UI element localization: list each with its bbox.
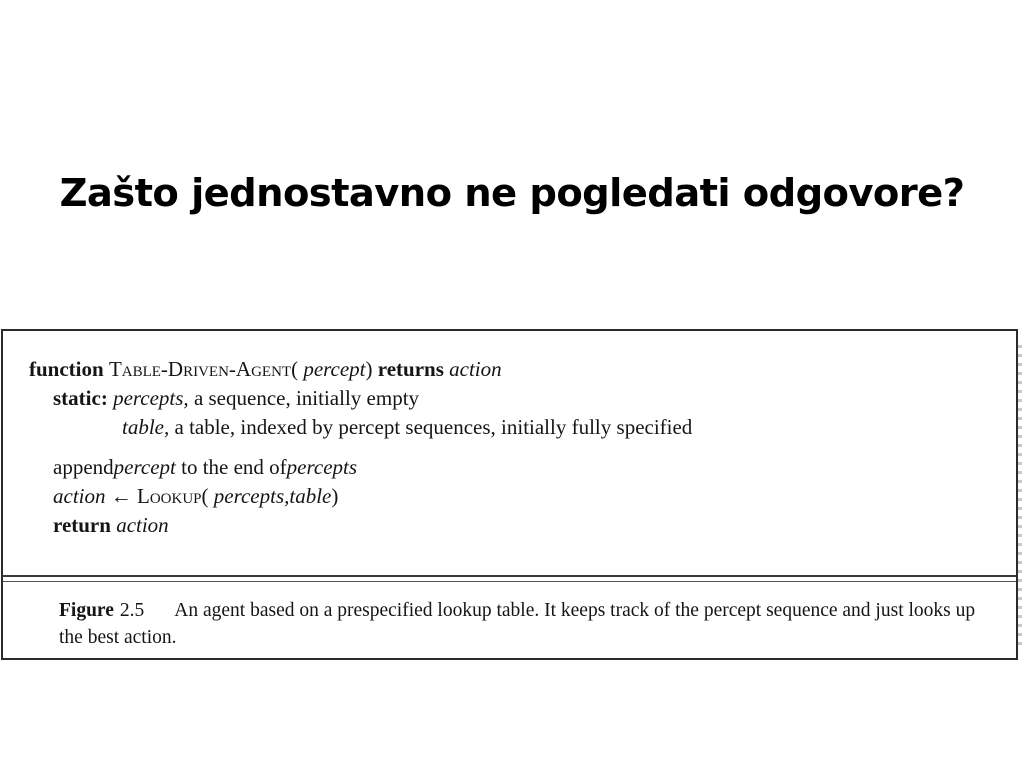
param-percept: percept [303,357,366,381]
pseudocode-line-return [29,511,692,540]
slide-title: Zašto jednostavno ne pogledati odgovore? [59,171,965,216]
function-lookup: Lookup [137,484,202,508]
var-table-desc: a table, indexed by percept sequences, initially fully specified [174,415,693,439]
var-percepts: percepts, [113,386,189,410]
caption-number: 2.5 [119,600,145,621]
var-percept: percept [113,455,176,479]
lookup-paren-close: ) [331,484,339,508]
var-table: table, [122,415,170,439]
lookup-args: percepts,table [213,484,332,508]
keyword-return: return [53,513,111,537]
caption-divider-top [3,575,1016,577]
assign-arrow: ← [110,484,132,508]
paren-open: ( [291,357,304,381]
return-type-action: action [449,357,502,381]
var-action: action [53,484,106,508]
figure-caption [59,597,999,651]
caption-label: Figure [59,600,114,621]
pseudocode-line-table [29,413,692,442]
pseudocode-block [29,355,692,540]
paren-close: ) [365,357,378,381]
function-name: Table-Driven-Agent [108,357,292,381]
pseudocode-line-function [29,355,692,384]
pseudocode-line-lookup [29,482,692,511]
algorithm-figure [1,329,1018,660]
pseudocode-spacer [29,442,692,453]
var-percepts-desc: a sequence, initially empty [193,386,420,410]
return-var-action: action [116,513,169,537]
keyword-static: static: [53,386,108,410]
verb-append: append [53,455,114,479]
append-middle-text: to the end of [181,455,287,479]
var-percepts-target: percepts [286,455,358,479]
lookup-paren-open: ( [201,484,214,508]
caption-text: An agent based on a prespecified lookup table. It keeps track of the percept sequence and just looks up the best action. [59,600,976,648]
scan-edge-artifact [1018,345,1022,645]
keyword-returns: returns [377,357,444,381]
caption-divider-bottom [3,581,1016,582]
pseudocode-line-static [29,384,692,413]
pseudocode-line-append [29,453,692,482]
keyword-function: function [29,357,104,381]
